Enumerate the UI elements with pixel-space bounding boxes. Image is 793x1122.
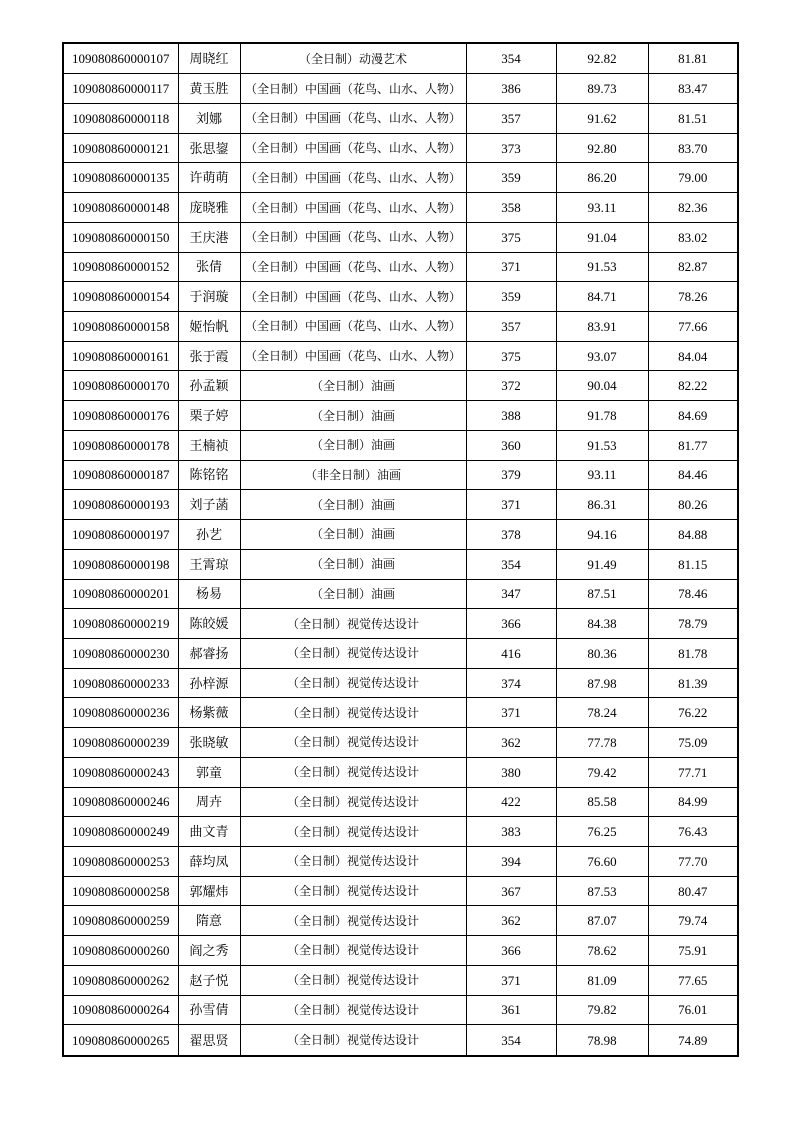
- score-col-3-cell: 76.01: [648, 995, 738, 1025]
- candidate-id-cell: 109080860000259: [63, 906, 178, 936]
- score-col-3-cell: 84.46: [648, 460, 738, 490]
- table-row: [63, 74, 738, 104]
- candidate-name-cell: 赵子悦: [178, 965, 240, 995]
- score-col-1-cell: 379: [466, 460, 556, 490]
- table-row: [63, 1025, 738, 1056]
- table-row: [63, 312, 738, 342]
- score-col-1-cell: 347: [466, 579, 556, 609]
- score-col-2-cell: 93.07: [556, 341, 648, 371]
- candidate-name-cell: 王霄琼: [178, 549, 240, 579]
- program-cell: （全日制）中国画（花鸟、山水、人物）: [240, 282, 466, 312]
- program-cell: （全日制）中国画（花鸟、山水、人物）: [240, 133, 466, 163]
- score-col-2-cell: 86.20: [556, 163, 648, 193]
- score-col-3-cell: 81.15: [648, 549, 738, 579]
- score-col-3-cell: 77.66: [648, 312, 738, 342]
- candidate-name-cell: 栗子婷: [178, 401, 240, 431]
- score-col-3-cell: 80.26: [648, 490, 738, 520]
- candidate-name-cell: 隋意: [178, 906, 240, 936]
- table-row: [63, 698, 738, 728]
- candidate-id-cell: 109080860000193: [63, 490, 178, 520]
- table-row: [63, 133, 738, 163]
- score-col-3-cell: 84.04: [648, 341, 738, 371]
- score-col-3-cell: 84.88: [648, 520, 738, 550]
- candidate-name-cell: 张倩: [178, 252, 240, 282]
- candidate-id-cell: 109080860000158: [63, 312, 178, 342]
- score-col-3-cell: 78.79: [648, 609, 738, 639]
- program-cell: （全日制）视觉传达设计: [240, 757, 466, 787]
- score-col-1-cell: 354: [466, 549, 556, 579]
- score-col-1-cell: 388: [466, 401, 556, 431]
- table-row: [63, 371, 738, 401]
- score-col-2-cell: 93.11: [556, 460, 648, 490]
- candidate-name-cell: 张晓敏: [178, 728, 240, 758]
- candidate-id-cell: 109080860000243: [63, 757, 178, 787]
- score-col-2-cell: 77.78: [556, 728, 648, 758]
- score-col-1-cell: 354: [466, 1025, 556, 1056]
- candidate-name-cell: 于润璇: [178, 282, 240, 312]
- score-col-2-cell: 93.11: [556, 193, 648, 223]
- score-col-1-cell: 416: [466, 638, 556, 668]
- score-col-3-cell: 83.02: [648, 222, 738, 252]
- table-row: [63, 965, 738, 995]
- score-col-1-cell: 360: [466, 430, 556, 460]
- score-col-1-cell: 367: [466, 876, 556, 906]
- candidate-id-cell: 109080860000152: [63, 252, 178, 282]
- candidate-id-cell: 109080860000170: [63, 371, 178, 401]
- program-cell: （全日制）中国画（花鸟、山水、人物）: [240, 341, 466, 371]
- program-cell: （全日制）中国画（花鸟、山水、人物）: [240, 104, 466, 134]
- score-col-2-cell: 90.04: [556, 371, 648, 401]
- score-col-2-cell: 78.24: [556, 698, 648, 728]
- table-row: [63, 490, 738, 520]
- program-cell: （全日制）油画: [240, 549, 466, 579]
- table-row: [63, 460, 738, 490]
- program-cell: （全日制）视觉传达设计: [240, 698, 466, 728]
- candidate-id-cell: 109080860000239: [63, 728, 178, 758]
- score-col-3-cell: 79.00: [648, 163, 738, 193]
- program-cell: （全日制）视觉传达设计: [240, 817, 466, 847]
- score-col-1-cell: 366: [466, 609, 556, 639]
- candidate-id-cell: 109080860000198: [63, 549, 178, 579]
- candidate-id-cell: 109080860000230: [63, 638, 178, 668]
- table-row: [63, 430, 738, 460]
- score-col-2-cell: 76.25: [556, 817, 648, 847]
- program-cell: （全日制）油画: [240, 371, 466, 401]
- table-row: [63, 252, 738, 282]
- program-cell: （全日制）视觉传达设计: [240, 876, 466, 906]
- score-col-3-cell: 74.89: [648, 1025, 738, 1056]
- candidate-name-cell: 翟思贤: [178, 1025, 240, 1056]
- score-col-1-cell: 359: [466, 163, 556, 193]
- score-col-3-cell: 77.65: [648, 965, 738, 995]
- table-row: [63, 609, 738, 639]
- score-col-3-cell: 84.99: [648, 787, 738, 817]
- candidate-name-cell: 阎之秀: [178, 936, 240, 966]
- program-cell: （全日制）中国画（花鸟、山水、人物）: [240, 193, 466, 223]
- score-col-2-cell: 76.60: [556, 846, 648, 876]
- candidate-id-cell: 109080860000264: [63, 995, 178, 1025]
- candidate-id-cell: 109080860000187: [63, 460, 178, 490]
- candidate-name-cell: 张思鋆: [178, 133, 240, 163]
- score-col-2-cell: 84.71: [556, 282, 648, 312]
- score-col-2-cell: 91.49: [556, 549, 648, 579]
- score-col-1-cell: 371: [466, 965, 556, 995]
- table-row: [63, 193, 738, 223]
- score-col-2-cell: 78.62: [556, 936, 648, 966]
- table-row: [63, 787, 738, 817]
- candidate-id-cell: 109080860000154: [63, 282, 178, 312]
- candidate-id-cell: 109080860000118: [63, 104, 178, 134]
- program-cell: （全日制）视觉传达设计: [240, 846, 466, 876]
- score-col-3-cell: 80.47: [648, 876, 738, 906]
- program-cell: （全日制）油画: [240, 579, 466, 609]
- program-cell: （全日制）动漫艺术: [240, 43, 466, 74]
- table-row: [63, 757, 738, 787]
- program-cell: （全日制）油画: [240, 520, 466, 550]
- table-row: [63, 163, 738, 193]
- table-row: [63, 282, 738, 312]
- candidate-id-cell: 109080860000249: [63, 817, 178, 847]
- program-cell: （全日制）视觉传达设计: [240, 609, 466, 639]
- candidate-id-cell: 109080860000150: [63, 222, 178, 252]
- score-col-2-cell: 94.16: [556, 520, 648, 550]
- score-col-2-cell: 87.07: [556, 906, 648, 936]
- candidate-id-cell: 109080860000260: [63, 936, 178, 966]
- score-col-1-cell: 386: [466, 74, 556, 104]
- candidate-name-cell: 王庆港: [178, 222, 240, 252]
- program-cell: （全日制）视觉传达设计: [240, 638, 466, 668]
- score-col-3-cell: 82.87: [648, 252, 738, 282]
- candidate-name-cell: 孙艺: [178, 520, 240, 550]
- score-col-3-cell: 77.71: [648, 757, 738, 787]
- candidate-name-cell: 陈皎媛: [178, 609, 240, 639]
- score-col-1-cell: 373: [466, 133, 556, 163]
- candidate-id-cell: 109080860000262: [63, 965, 178, 995]
- candidate-id-cell: 109080860000253: [63, 846, 178, 876]
- score-col-2-cell: 79.82: [556, 995, 648, 1025]
- candidate-id-cell: 109080860000265: [63, 1025, 178, 1056]
- results-table-body: [63, 43, 738, 1056]
- score-col-1-cell: 354: [466, 43, 556, 74]
- program-cell: （全日制）视觉传达设计: [240, 787, 466, 817]
- candidate-id-cell: 109080860000117: [63, 74, 178, 104]
- score-col-2-cell: 83.91: [556, 312, 648, 342]
- score-col-1-cell: 371: [466, 252, 556, 282]
- score-col-3-cell: 83.70: [648, 133, 738, 163]
- candidate-id-cell: 109080860000107: [63, 43, 178, 74]
- score-col-1-cell: 375: [466, 341, 556, 371]
- score-col-2-cell: 91.78: [556, 401, 648, 431]
- score-col-2-cell: 79.42: [556, 757, 648, 787]
- candidate-id-cell: 109080860000135: [63, 163, 178, 193]
- score-col-2-cell: 86.31: [556, 490, 648, 520]
- candidate-name-cell: 郭童: [178, 757, 240, 787]
- table-row: [63, 401, 738, 431]
- table-row: [63, 936, 738, 966]
- score-col-1-cell: 378: [466, 520, 556, 550]
- score-col-1-cell: 362: [466, 728, 556, 758]
- candidate-id-cell: 109080860000121: [63, 133, 178, 163]
- candidate-name-cell: 孙孟颖: [178, 371, 240, 401]
- candidate-name-cell: 曲文青: [178, 817, 240, 847]
- score-col-3-cell: 81.78: [648, 638, 738, 668]
- program-cell: （全日制）视觉传达设计: [240, 728, 466, 758]
- score-col-2-cell: 87.51: [556, 579, 648, 609]
- score-col-2-cell: 78.98: [556, 1025, 648, 1056]
- score-col-1-cell: 380: [466, 757, 556, 787]
- score-col-3-cell: 78.26: [648, 282, 738, 312]
- score-col-2-cell: 84.38: [556, 609, 648, 639]
- candidate-id-cell: 109080860000197: [63, 520, 178, 550]
- program-cell: （全日制）油画: [240, 401, 466, 431]
- score-col-3-cell: 75.91: [648, 936, 738, 966]
- program-cell: （全日制）视觉传达设计: [240, 668, 466, 698]
- program-cell: （全日制）中国画（花鸟、山水、人物）: [240, 74, 466, 104]
- table-row: [63, 906, 738, 936]
- program-cell: （全日制）视觉传达设计: [240, 965, 466, 995]
- candidate-id-cell: 109080860000236: [63, 698, 178, 728]
- candidate-name-cell: 孙雪倩: [178, 995, 240, 1025]
- candidate-id-cell: 109080860000161: [63, 341, 178, 371]
- score-col-1-cell: 359: [466, 282, 556, 312]
- score-col-1-cell: 371: [466, 490, 556, 520]
- score-col-1-cell: 422: [466, 787, 556, 817]
- candidate-id-cell: 109080860000258: [63, 876, 178, 906]
- score-col-2-cell: 85.58: [556, 787, 648, 817]
- score-col-1-cell: 383: [466, 817, 556, 847]
- candidate-name-cell: 陈铭铭: [178, 460, 240, 490]
- candidate-name-cell: 郭耀炜: [178, 876, 240, 906]
- score-col-3-cell: 83.47: [648, 74, 738, 104]
- score-col-3-cell: 76.43: [648, 817, 738, 847]
- score-col-3-cell: 81.51: [648, 104, 738, 134]
- score-col-1-cell: 394: [466, 846, 556, 876]
- score-col-2-cell: 80.36: [556, 638, 648, 668]
- candidate-id-cell: 109080860000176: [63, 401, 178, 431]
- candidate-id-cell: 109080860000246: [63, 787, 178, 817]
- program-cell: （全日制）视觉传达设计: [240, 906, 466, 936]
- score-col-1-cell: 371: [466, 698, 556, 728]
- score-col-3-cell: 81.39: [648, 668, 738, 698]
- candidate-name-cell: 郝睿扬: [178, 638, 240, 668]
- candidate-name-cell: 薛均凤: [178, 846, 240, 876]
- score-col-1-cell: 361: [466, 995, 556, 1025]
- candidate-name-cell: 孙梓源: [178, 668, 240, 698]
- score-col-2-cell: 91.53: [556, 430, 648, 460]
- table-row: [63, 728, 738, 758]
- score-col-3-cell: 78.46: [648, 579, 738, 609]
- table-row: [63, 43, 738, 74]
- score-col-3-cell: 82.36: [648, 193, 738, 223]
- candidate-name-cell: 许萌萌: [178, 163, 240, 193]
- score-col-1-cell: 375: [466, 222, 556, 252]
- program-cell: （全日制）油画: [240, 430, 466, 460]
- score-col-1-cell: 374: [466, 668, 556, 698]
- score-col-3-cell: 84.69: [648, 401, 738, 431]
- candidate-name-cell: 周卉: [178, 787, 240, 817]
- score-col-1-cell: 362: [466, 906, 556, 936]
- table-row: [63, 579, 738, 609]
- score-col-3-cell: 75.09: [648, 728, 738, 758]
- score-col-2-cell: 91.53: [556, 252, 648, 282]
- program-cell: （非全日制）油画: [240, 460, 466, 490]
- candidate-name-cell: 王楠祯: [178, 430, 240, 460]
- candidate-name-cell: 杨紫薇: [178, 698, 240, 728]
- table-row: [63, 222, 738, 252]
- table-row: [63, 876, 738, 906]
- candidate-name-cell: 庞晓雅: [178, 193, 240, 223]
- program-cell: （全日制）中国画（花鸟、山水、人物）: [240, 252, 466, 282]
- score-col-2-cell: 91.04: [556, 222, 648, 252]
- table-row: [63, 104, 738, 134]
- candidate-name-cell: 杨易: [178, 579, 240, 609]
- table-row: [63, 341, 738, 371]
- score-col-2-cell: 89.73: [556, 74, 648, 104]
- candidate-name-cell: 刘子菡: [178, 490, 240, 520]
- candidate-name-cell: 张于霞: [178, 341, 240, 371]
- score-col-3-cell: 77.70: [648, 846, 738, 876]
- program-cell: （全日制）中国画（花鸟、山水、人物）: [240, 222, 466, 252]
- score-col-3-cell: 76.22: [648, 698, 738, 728]
- program-cell: （全日制）中国画（花鸟、山水、人物）: [240, 163, 466, 193]
- candidate-id-cell: 109080860000178: [63, 430, 178, 460]
- score-col-1-cell: 357: [466, 312, 556, 342]
- table-row: [63, 846, 738, 876]
- score-col-2-cell: 92.82: [556, 43, 648, 74]
- candidate-name-cell: 姬怡帆: [178, 312, 240, 342]
- program-cell: （全日制）油画: [240, 490, 466, 520]
- score-col-1-cell: 358: [466, 193, 556, 223]
- score-col-3-cell: 81.81: [648, 43, 738, 74]
- table-row: [63, 995, 738, 1025]
- candidate-name-cell: 刘娜: [178, 104, 240, 134]
- score-col-2-cell: 81.09: [556, 965, 648, 995]
- score-col-2-cell: 91.62: [556, 104, 648, 134]
- candidate-id-cell: 109080860000219: [63, 609, 178, 639]
- score-col-3-cell: 81.77: [648, 430, 738, 460]
- table-row: [63, 638, 738, 668]
- score-col-3-cell: 79.74: [648, 906, 738, 936]
- table-row: [63, 668, 738, 698]
- results-table: [62, 42, 739, 1057]
- program-cell: （全日制）视觉传达设计: [240, 936, 466, 966]
- score-col-1-cell: 366: [466, 936, 556, 966]
- score-col-1-cell: 357: [466, 104, 556, 134]
- candidate-id-cell: 109080860000148: [63, 193, 178, 223]
- score-col-3-cell: 82.22: [648, 371, 738, 401]
- score-col-2-cell: 87.53: [556, 876, 648, 906]
- candidate-id-cell: 109080860000233: [63, 668, 178, 698]
- table-row: [63, 817, 738, 847]
- table-row: [63, 549, 738, 579]
- score-col-1-cell: 372: [466, 371, 556, 401]
- candidate-name-cell: 周晓红: [178, 43, 240, 74]
- score-col-2-cell: 92.80: [556, 133, 648, 163]
- program-cell: （全日制）中国画（花鸟、山水、人物）: [240, 312, 466, 342]
- program-cell: （全日制）视觉传达设计: [240, 1025, 466, 1056]
- candidate-name-cell: 黄玉胜: [178, 74, 240, 104]
- table-row: [63, 520, 738, 550]
- candidate-id-cell: 109080860000201: [63, 579, 178, 609]
- program-cell: （全日制）视觉传达设计: [240, 995, 466, 1025]
- score-col-2-cell: 87.98: [556, 668, 648, 698]
